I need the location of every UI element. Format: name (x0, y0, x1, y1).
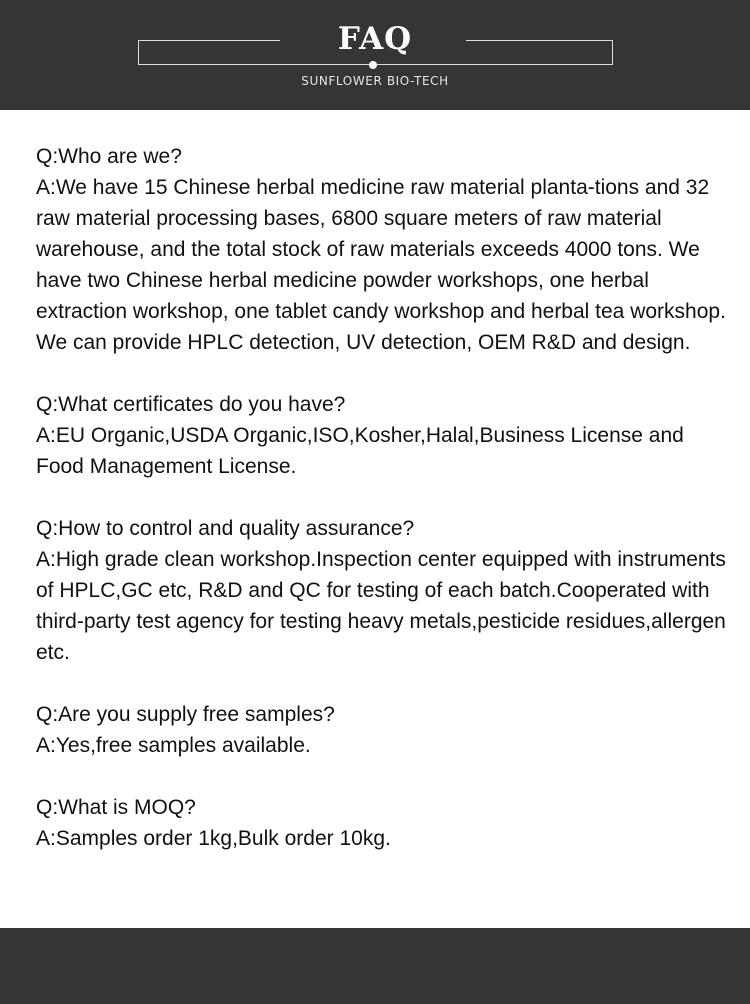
divider-dot (369, 61, 377, 69)
faq-item (36, 389, 726, 482)
faq-question: Q:What certificates do you have? (36, 393, 346, 416)
faq-answer: A:High grade clean workshop.Inspection center equipped with instruments of HPLC,GC etc, R&D and QC for testing of each batch.Cooperated with third-party test agency for testing heavy metals,pesticide residues,allergen etc. (36, 548, 726, 664)
faq-item (36, 699, 726, 761)
faq-answer: A:Samples order 1kg,Bulk order 10kg. (36, 827, 391, 850)
faq-item (36, 513, 726, 668)
faq-header-banner (0, 0, 750, 110)
faq-question: Q:Who are we? (36, 145, 182, 168)
faq-item (36, 141, 726, 358)
footer-band (0, 928, 750, 1004)
faq-answer: A:Yes,free samples available. (36, 734, 311, 757)
company-name: SUNFLOWER BIO-TECH (301, 74, 449, 88)
faq-answer: A:EU Organic,USDA Organic,ISO,Kosher,Halal,Business License and Food Management License. (36, 424, 684, 478)
faq-question: Q:What is MOQ? (36, 796, 196, 819)
faq-question: Q:Are you supply free samples? (36, 703, 335, 726)
faq-question: Q:How to control and quality assurance? (36, 517, 415, 540)
faq-list (36, 141, 726, 885)
faq-item (36, 792, 726, 854)
page-title: FAQ (337, 21, 413, 57)
faq-answer: A:We have 15 Chinese herbal medicine raw material planta-tions and 32 raw material processing bases, 6800 square meters of raw material warehouse, and the total stock of raw materials exceeds 4000 tons. We have two Chinese herbal medicine powder workshops, one herbal extraction workshop, one tablet candy workshop and herbal tea workshop. We can provide HPLC detection, UV detection, OEM R&D and design. (36, 176, 726, 354)
